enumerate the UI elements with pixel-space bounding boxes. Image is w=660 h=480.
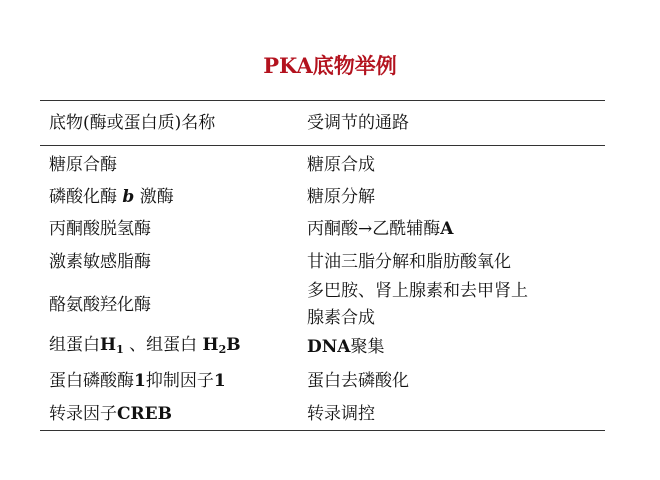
header-pathway: 受调节的通路 [307,112,409,133]
pathway-cell [303,216,605,243]
pathway-bold: DNA [307,337,351,357]
table-row [40,213,605,246]
substrate-bold: B [226,335,241,355]
substrate-cell: 丙酮酸脱氢酶 [49,219,151,239]
pathway-line: 腺素合成 [307,308,375,328]
pathway-text: 聚集 [350,337,385,357]
table-row [40,331,605,364]
pathway-cell: 糖原合成 [307,155,375,175]
substrate-cell: 酪氨酸羟化酶 [49,294,151,315]
substrate-subscript: 1 [116,343,124,356]
substrate-bold: 1 [134,370,146,391]
substrate-subscript: 2 [218,343,227,356]
substrate-cell [40,184,303,211]
table-row [40,279,605,331]
substrate-cell: 糖原合酶 [49,155,117,175]
substrate-text: 、组蛋白 [123,335,203,355]
pathway-cell: 甘油三脂分解和脂肪酸氧化 [307,252,511,272]
pathway-cell [303,278,605,332]
pathway-cell: 糖原分解 [307,186,375,207]
pathway-cell [303,334,605,361]
header-substrate: 底物(酶或蛋白质)名称 [49,112,216,133]
substrate-text: 组蛋白 [49,335,100,355]
substrate-text: 激酶 [134,186,174,207]
table-row [40,398,605,430]
substrate-text: 抑制因子 [145,370,214,391]
substrate-bold: 1 [213,370,226,391]
substrate-italic-b: b [122,186,135,207]
substrate-cell [40,401,303,428]
table-header-row [40,101,605,145]
slide-title: PKA底物举例 [263,53,397,78]
pathway-bold: A [440,219,454,239]
table-bottom-rule [40,430,605,431]
pathway-cell: 转录调控 [307,403,375,424]
substrate-cell [40,332,303,363]
substrate-text: 蛋白磷酸酶 [49,370,134,391]
table-row [40,246,605,279]
substrate-bold: H [202,335,219,355]
table-row [40,364,605,398]
substrate-bold: H [100,335,117,355]
table-row [40,150,605,181]
substrate-cell [40,368,303,395]
substrate-bold: CREB [117,403,172,424]
pathway-cell: 蛋白去磷酸化 [307,370,409,391]
table-row [40,181,605,213]
substrate-text: 转录因子 [49,403,117,424]
pathway-line: 多巴胺、肾上腺素和去甲肾上 [307,281,528,301]
substrate-table [40,100,605,431]
pathway-text: 丙酮酸→乙酰辅酶 [307,219,441,239]
substrate-cell: 激素敏感脂酶 [49,252,151,272]
substrate-text: 磷酸化酶 [49,186,123,207]
